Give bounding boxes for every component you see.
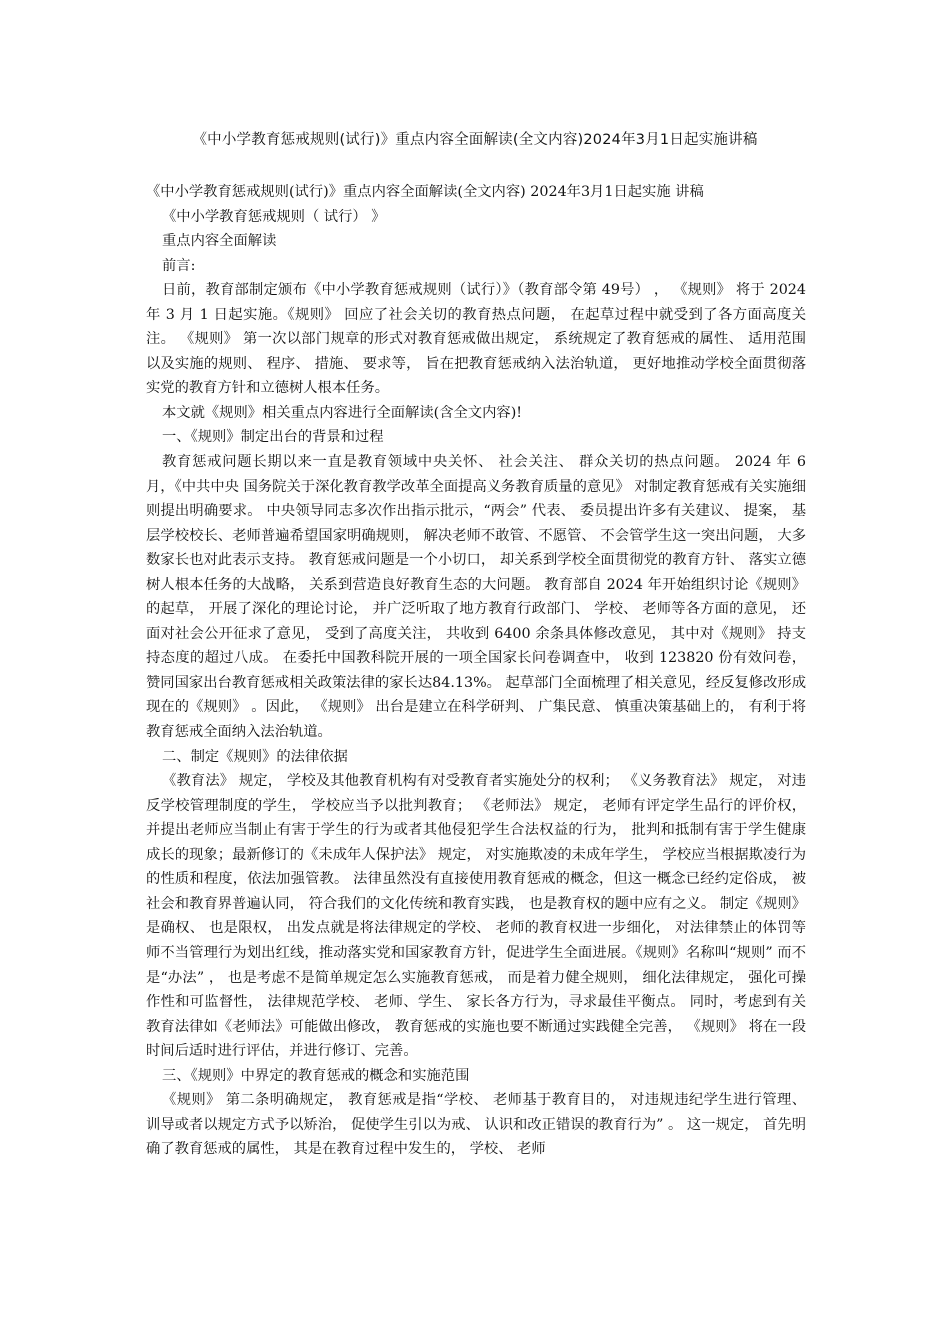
- section-paragraph-1: 教育惩戒问题长期以来一直是教育领域中央关怀、 社会关注、 群众关切的热点问题。 2024 年 6 月，《中共中央 国务院关于深化教育教学改革全面提高义务教育质量的意见》 对制定教育惩戒有关实施细则提出明确要求。 中央领导同志多次作出指示批示，“两会” 代表、 委员提出许多有关建议、 提案， 基层学校校长、老师普遍希望国家明确规则， 解决老师不敢管、不愿管、 不会管学生这一突出问题， 大多数家长也对此表示支持。 教育惩戒问题是一个小切口， 却关系到学校全面贯彻党的教育方针、 落实立德树人根本任务的大战略， 关系到营造良好教育生态的大问题。 教育部自 2024 年开始组织讨论《规则》的起草， 开展了深化的理论讨论， 并广泛听取了地方教育行政部门、 学校、 老师等各方面的意见， 还面对社会公开征求了意见， 受到了高度关注， 共收到 6400 余条具体修改意见， 其中对《规则》 持支持态度的超过八成。 在委托中国教科院开展的一项全国家长问卷调查中， 收到 123820 份有效问卷， 赞同国家出台教育惩戒相关政策法律的家长达84.13%。 起草部门全面梳理了相关意见，经反复修改形成现在的《规则》 。因此， 《规则》 出台是建立在科学研判、 广集民意、 慎重决策基础上的， 有利于将教育惩戒全面纳入法治轨道。: [146, 454, 806, 741]
- subtitle-line: 《中小学教育惩戒规则(试行)》重点内容全面解读(全文内容) 2024年3月1日起实施 讲稿: [146, 184, 704, 200]
- interpretation-line: 重点内容全面解读: [162, 233, 277, 250]
- section-heading-2: 二、制定《规则》的法律依据: [162, 748, 348, 765]
- rules-name-line: 《中小学教育惩戒规则（ 试行） 》: [162, 208, 386, 225]
- document-body: [146, 180, 806, 1162]
- section-paragraph-2: 《教育法》 规定， 学校及其他教育机构有对受教育者实施处分的权利； 《义务教育法》 规定， 对违反学校管理制度的学生， 学校应当予以批判教育； 《老师法》 规定， 老师有评定学生品行的评价权， 并提出老师应当制止有害于学生的行为或者其他侵犯学生合法权益的行为， 批判和抵制有害于学生健康成长的现象；最新修订的《未成年人保护法》 规定， 对实施欺凌的未成年学生， 学校应当根据欺凌行为的性质和程度，依法加强管教。 法律虽然没有直接使用教育惩戒的概念，但这一概念已经约定俗成， 被社会和教育界普遍认同， 符合我们的文化传统和教育实践， 也是教育权的题中应有之义。 制定《规则》 是确权、 也是限权， 出发点就是将法律规定的学校、 老师的教育权进一步细化， 对法律禁止的体罚等师不当管理行为划出红线，推动落实党和国家教育方针，促进学生全面进展。《规则》名称叫“规则” 而不是“办法” ， 也是考虑不是简单规定怎么实施教育惩戒， 而是着力健全规则， 细化法律规定， 强化可操作性和可监督性， 法律规范学校、 老师、学生、 家长各方行为，寻求最佳平衡点。 同时，考虑到有关教育法律如《老师法》可能做出修改， 教育惩戒的实施也要不断通过实践健全完善， 《规则》 将在一段时间后适时进行评估，并进行修订、完善。: [146, 773, 806, 1060]
- intro-paragraph: 本文就《规则》相关重点内容进行全面解读(含全文内容)!: [162, 404, 523, 421]
- section-paragraph-3: 《规则》 第二条明确规定， 教育惩戒是指“学校、 老师基于教育目的， 对违规违纪学生进行管理、 训导或者以规定方式予以矫治， 促使学生引以为戒、 认识和改正错误的教育行为” 。 这一规定， 首先明确了教育惩戒的属性， 其是在教育过程中发生的， 学校、 老师: [146, 1092, 806, 1158]
- section-heading-3: 三、《规则》中界定的教育惩戒的概念和实施范围: [162, 1067, 470, 1084]
- section-heading-1: 一、《规则》制定出台的背景和过程: [162, 429, 384, 446]
- document-title: 《中小学教育惩戒规则(试行)》重点内容全面解读(全文内容)2024年3月1日起实施讲稿: [192, 132, 758, 148]
- preface-label: 前言:: [162, 257, 196, 274]
- preface-paragraph: 日前，教育部制定颁布《中小学教育惩戒规则（试行）》（教育部令第 49号） ， 《规则》 将于 2024 年 3 月 1 日起实施。《规则》 回应了社会关切的教育热点问题， 在起草过程中就受到了各方面高度关注。 《规则》 第一次以部门规章的形式对教育惩戒做出规定， 系统规定了教育惩戒的属性、 适用范围以及实施的规则、 程序、 措施、 要求等， 旨在把教育惩戒纳入法治轨道， 更好地推动学校全面贯彻落实党的教育方针和立德树人根本任务。: [146, 282, 806, 397]
